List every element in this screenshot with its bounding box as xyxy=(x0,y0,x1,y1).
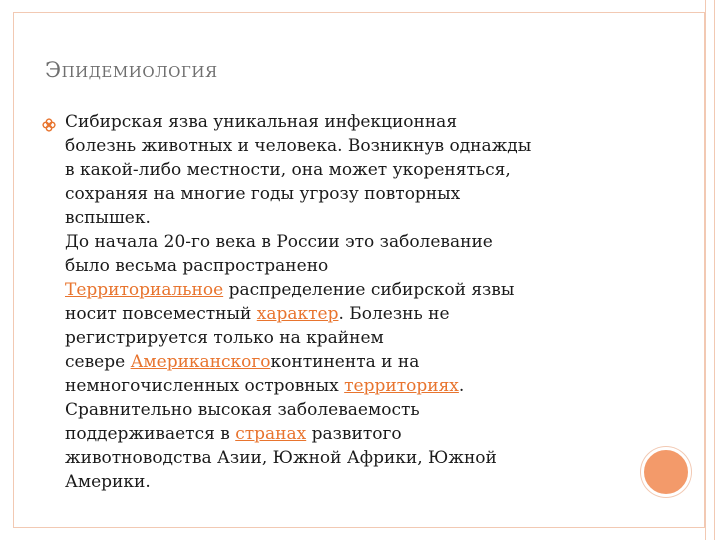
text-line: До начала 20-го века в России это заболевание xyxy=(65,232,493,252)
text-fragment: . Болезнь не xyxy=(338,304,450,324)
text-line xyxy=(65,374,640,398)
slide-title: Эпидемиология xyxy=(45,58,218,82)
text-line: сохраняя на многие годы угрозу повторных xyxy=(65,184,461,204)
link-territoriyah[interactable]: территориях xyxy=(344,376,459,396)
text-line: Америки. xyxy=(65,472,151,492)
text-line: Сравнительно высокая заболеваемость xyxy=(65,400,420,420)
text-line: Сибирская язва уникальная инфекционная xyxy=(65,112,458,132)
text-line xyxy=(65,278,640,302)
text-line xyxy=(65,422,640,446)
text-line: животноводства Азии, Южной Африки, Южной xyxy=(65,448,497,468)
text-fragment: . xyxy=(458,376,465,396)
text-fragment: распределение сибирской язвы xyxy=(223,280,515,300)
text-fragment: поддерживается в xyxy=(65,424,236,444)
link-territorialnoe[interactable]: Территориальное xyxy=(65,280,224,300)
text-fragment: развитого xyxy=(306,424,402,444)
link-stranah[interactable]: странах xyxy=(235,424,307,444)
slide-body xyxy=(65,110,640,494)
text-line xyxy=(65,302,640,326)
decorative-circle xyxy=(641,447,691,497)
text-line: регистрируется только на крайнем xyxy=(65,328,384,348)
text-fragment: носит повсеместный xyxy=(65,304,257,324)
text-line: болезнь животных и человека. Возникнув однажды xyxy=(65,136,532,156)
text-line xyxy=(65,350,640,374)
text-fragment: севере xyxy=(65,352,131,372)
text-fragment: немногочисленных островных xyxy=(65,376,345,396)
four-petal-flower-icon xyxy=(42,118,56,132)
text-line: было весьма распространено xyxy=(65,256,329,276)
text-line: в какой-либо местности, она может укореняться, xyxy=(65,160,511,180)
text-line: вспышек. xyxy=(65,208,151,228)
text-fragment: континента и на xyxy=(270,352,420,372)
link-harakter[interactable]: характер xyxy=(256,304,339,324)
link-amerikanskogo[interactable]: Американского xyxy=(130,352,271,372)
side-decorative-band xyxy=(705,0,715,540)
